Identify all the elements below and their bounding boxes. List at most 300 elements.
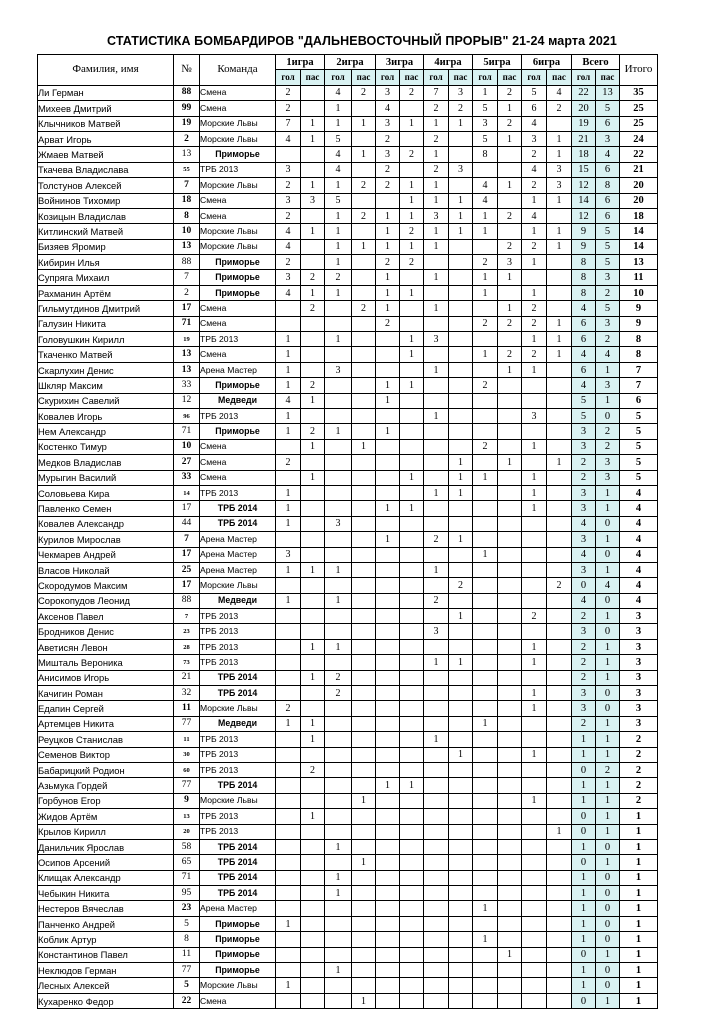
table-row [38, 208, 658, 223]
total-goals: 4 [572, 301, 596, 316]
game-goals: 3 [276, 270, 301, 285]
game-goals [424, 809, 449, 824]
game-goals: 5 [473, 101, 498, 116]
player-number: 58 [174, 839, 200, 854]
game-goals [376, 762, 400, 777]
player-name: Супряга Михаил [38, 270, 174, 285]
game-assists [352, 670, 376, 685]
game-goals: 1 [522, 224, 547, 239]
game-goals [522, 978, 547, 993]
game-assists [352, 485, 376, 500]
game-goals [522, 932, 547, 947]
game-assists [352, 162, 376, 177]
game-goals: 1 [522, 439, 547, 454]
game-goals [424, 424, 449, 439]
total-assists: 1 [596, 501, 620, 516]
game-assists [498, 562, 522, 577]
game-assists [547, 393, 572, 408]
game-assists [400, 609, 424, 624]
game-goals: 3 [325, 516, 352, 531]
game-goals: 5 [473, 131, 498, 146]
game-assists [547, 963, 572, 978]
game-assists [498, 501, 522, 516]
scorers-table [37, 54, 658, 1009]
game-goals: 1 [424, 301, 449, 316]
game-assists [400, 809, 424, 824]
game-goals [473, 670, 498, 685]
player-number: 19 [174, 116, 200, 131]
total-assists: 5 [596, 255, 620, 270]
game-assists [547, 547, 572, 562]
game-assists [547, 839, 572, 854]
game-goals [276, 839, 301, 854]
total-assists: 2 [596, 285, 620, 300]
game-assists: 1 [301, 470, 325, 485]
game-assists [547, 932, 572, 947]
player-name: Семенов Виктор [38, 747, 174, 762]
game-assists [547, 501, 572, 516]
itogo-points: 2 [620, 762, 658, 777]
game-goals: 1 [522, 701, 547, 716]
game-goals: 4 [276, 131, 301, 146]
game-assists [498, 732, 522, 747]
player-number: 23 [174, 624, 200, 639]
game-assists [400, 485, 424, 500]
total-assists: 13 [596, 85, 620, 100]
player-number: 2 [174, 285, 200, 300]
game-goals: 1 [325, 839, 352, 854]
player-number: 7 [174, 609, 200, 624]
total-goals: 4 [572, 347, 596, 362]
game-assists [301, 547, 325, 562]
game-assists [547, 778, 572, 793]
player-team: Смена [200, 208, 276, 223]
player-team: Смена [200, 470, 276, 485]
game-assists [547, 701, 572, 716]
game-goals [473, 855, 498, 870]
game-goals: 3 [376, 85, 400, 100]
player-name: Ковалев Игорь [38, 408, 174, 423]
itogo-points: 2 [620, 747, 658, 762]
game-goals: 3 [325, 362, 352, 377]
game-assists [498, 993, 522, 1008]
player-name: Михеев Дмитрий [38, 101, 174, 116]
player-name: Войнинов Тихомир [38, 193, 174, 208]
game-assists [498, 424, 522, 439]
total-assists: 6 [596, 116, 620, 131]
player-number: 20 [174, 824, 200, 839]
game-goals [473, 501, 498, 516]
game-assists [400, 901, 424, 916]
table-row [38, 855, 658, 870]
table-row [38, 301, 658, 316]
game-assists [400, 793, 424, 808]
game-goals [522, 916, 547, 931]
total-assists: 0 [596, 916, 620, 931]
game-goals: 1 [325, 101, 352, 116]
subheader-assist: пас [352, 70, 376, 85]
game-goals: 1 [276, 501, 301, 516]
game-goals [325, 347, 352, 362]
game-goals [424, 947, 449, 962]
game-assists: 2 [547, 101, 572, 116]
game-goals [276, 886, 301, 901]
table-row [38, 332, 658, 347]
player-team: ТРБ 2013 [200, 824, 276, 839]
game-assists [498, 793, 522, 808]
subheader-assist: пас [547, 70, 572, 85]
game-assists: 1 [547, 193, 572, 208]
itogo-points: 8 [620, 332, 658, 347]
table-row [38, 963, 658, 978]
game-goals [424, 393, 449, 408]
game-goals [325, 655, 352, 670]
game-goals: 1 [276, 978, 301, 993]
game-goals [424, 978, 449, 993]
game-goals [276, 670, 301, 685]
player-team: ТРБ 2014 [200, 870, 276, 885]
game-goals [325, 732, 352, 747]
table-row [38, 547, 658, 562]
player-name: Ткаченко Матвей [38, 347, 174, 362]
game-goals: 4 [473, 178, 498, 193]
total-goals: 0 [572, 824, 596, 839]
game-assists: 1 [352, 793, 376, 808]
table-row [38, 732, 658, 747]
itogo-points: 2 [620, 793, 658, 808]
game-assists [400, 639, 424, 654]
player-number: 10 [174, 224, 200, 239]
game-assists [498, 716, 522, 731]
player-team: Приморье [200, 916, 276, 931]
total-goals: 19 [572, 116, 596, 131]
game-assists [400, 870, 424, 885]
game-goals [424, 886, 449, 901]
game-goals: 4 [325, 162, 352, 177]
game-goals [376, 593, 400, 608]
player-name: Соловьева Кира [38, 485, 174, 500]
itogo-points: 4 [620, 516, 658, 531]
table-row [38, 239, 658, 254]
game-goals [473, 993, 498, 1008]
total-assists: 5 [596, 301, 620, 316]
table-row [38, 362, 658, 377]
table-row [38, 316, 658, 331]
game-goals: 2 [376, 178, 400, 193]
total-assists: 1 [596, 716, 620, 731]
game-assists [449, 901, 473, 916]
game-assists [449, 393, 473, 408]
game-assists: 1 [449, 532, 473, 547]
total-assists: 2 [596, 762, 620, 777]
game-goals [325, 916, 352, 931]
player-number: 27 [174, 455, 200, 470]
total-goals: 1 [572, 793, 596, 808]
game-assists [498, 824, 522, 839]
game-goals: 1 [376, 208, 400, 223]
game-goals: 3 [424, 624, 449, 639]
game-assists: 1 [400, 116, 424, 131]
game-assists [498, 747, 522, 762]
header-name: Фамилия, имя [38, 55, 174, 86]
game-assists [301, 901, 325, 916]
table-row [38, 455, 658, 470]
table-row [38, 655, 658, 670]
table-row [38, 901, 658, 916]
game-assists [498, 609, 522, 624]
game-assists [547, 670, 572, 685]
game-assists [352, 516, 376, 531]
table-body [38, 85, 658, 1008]
game-goals: 2 [424, 131, 449, 146]
game-assists: 1 [547, 224, 572, 239]
player-name: Нестеров Вячеслав [38, 901, 174, 916]
game-goals [473, 839, 498, 854]
game-assists [352, 224, 376, 239]
player-number: 19 [174, 332, 200, 347]
player-name: Едапин Сергей [38, 701, 174, 716]
game-goals: 1 [325, 116, 352, 131]
game-assists: 1 [352, 116, 376, 131]
header-team: Команда [200, 55, 276, 86]
player-team: ТРБ 2013 [200, 762, 276, 777]
player-name: Арват Игорь [38, 131, 174, 146]
player-number: 55 [174, 162, 200, 177]
game-assists [301, 578, 325, 593]
game-assists [400, 393, 424, 408]
total-assists: 6 [596, 162, 620, 177]
table-row [38, 393, 658, 408]
itogo-points: 3 [620, 624, 658, 639]
player-name: Анисимов Игорь [38, 670, 174, 685]
game-assists [547, 993, 572, 1008]
total-assists: 0 [596, 870, 620, 885]
game-goals: 1 [376, 285, 400, 300]
itogo-points: 4 [620, 562, 658, 577]
itogo-points: 6 [620, 393, 658, 408]
game-assists: 1 [400, 285, 424, 300]
total-assists: 1 [596, 747, 620, 762]
game-assists: 3 [449, 162, 473, 177]
player-team: Смена [200, 193, 276, 208]
player-name: Гильмутдинов Дмитрий [38, 301, 174, 316]
game-goals [473, 886, 498, 901]
game-assists: 1 [301, 224, 325, 239]
game-assists: 2 [400, 85, 424, 100]
game-assists: 1 [547, 147, 572, 162]
game-goals [522, 886, 547, 901]
game-goals [473, 778, 498, 793]
game-goals [376, 439, 400, 454]
game-assists [498, 839, 522, 854]
game-assists [352, 762, 376, 777]
total-assists: 0 [596, 839, 620, 854]
game-assists [301, 255, 325, 270]
game-goals [424, 839, 449, 854]
game-assists [498, 978, 522, 993]
player-team: ТРБ 2013 [200, 732, 276, 747]
table-row [38, 408, 658, 423]
player-number: 17 [174, 578, 200, 593]
game-goals: 1 [325, 255, 352, 270]
itogo-points: 1 [620, 839, 658, 854]
table-row [38, 747, 658, 762]
table-row [38, 470, 658, 485]
player-name: Мурыгин Василий [38, 470, 174, 485]
game-assists: 1 [400, 778, 424, 793]
game-assists [547, 470, 572, 485]
player-name: Коблик Артур [38, 932, 174, 947]
player-name: Скурихин Савелий [38, 393, 174, 408]
game-goals: 2 [522, 147, 547, 162]
player-name: Аветисян Левон [38, 639, 174, 654]
total-assists: 5 [596, 101, 620, 116]
game-goals [522, 593, 547, 608]
total-assists: 1 [596, 393, 620, 408]
total-goals: 1 [572, 778, 596, 793]
game-goals [325, 947, 352, 962]
game-assists [449, 147, 473, 162]
game-goals: 1 [473, 208, 498, 223]
game-assists [449, 839, 473, 854]
player-number: 11 [174, 732, 200, 747]
player-number: 7 [174, 532, 200, 547]
game-assists [449, 255, 473, 270]
player-team: Арена Мастер [200, 532, 276, 547]
table-row [38, 147, 658, 162]
total-assists: 1 [596, 993, 620, 1008]
total-assists: 3 [596, 270, 620, 285]
game-goals: 1 [325, 593, 352, 608]
game-assists [400, 670, 424, 685]
game-assists [400, 886, 424, 901]
game-goals: 1 [522, 485, 547, 500]
game-goals [522, 963, 547, 978]
game-goals [424, 870, 449, 885]
game-assists [498, 162, 522, 177]
total-goals: 1 [572, 747, 596, 762]
game-goals [376, 901, 400, 916]
game-goals [276, 947, 301, 962]
total-goals: 0 [572, 855, 596, 870]
game-assists [449, 178, 473, 193]
player-team: ТРБ 2013 [200, 624, 276, 639]
player-number: 13 [174, 362, 200, 377]
game-goals [522, 270, 547, 285]
game-assists [352, 593, 376, 608]
game-goals: 1 [424, 147, 449, 162]
game-goals: 1 [473, 347, 498, 362]
player-name: Козицын Владислав [38, 208, 174, 223]
table-row [38, 778, 658, 793]
game-goals: 1 [276, 593, 301, 608]
player-number: 32 [174, 686, 200, 701]
game-assists: 1 [449, 208, 473, 223]
player-name: Скородумов Максим [38, 578, 174, 593]
itogo-points: 7 [620, 362, 658, 377]
player-team: Морские Львы [200, 793, 276, 808]
game-assists [400, 301, 424, 316]
subheader-assist: пас [498, 70, 522, 85]
player-name: Качигин Роман [38, 686, 174, 701]
player-number: 17 [174, 301, 200, 316]
player-number: 60 [174, 762, 200, 777]
game-assists [449, 978, 473, 993]
player-number: 9 [174, 793, 200, 808]
game-goals [473, 485, 498, 500]
game-goals [325, 793, 352, 808]
total-assists: 1 [596, 670, 620, 685]
player-name: Кухаренко Федор [38, 993, 174, 1008]
game-goals [376, 470, 400, 485]
game-goals: 1 [522, 193, 547, 208]
game-assists [400, 455, 424, 470]
player-team: Смена [200, 455, 276, 470]
game-goals [522, 562, 547, 577]
game-assists [547, 270, 572, 285]
game-assists: 1 [352, 239, 376, 254]
itogo-points: 1 [620, 947, 658, 962]
game-assists [400, 686, 424, 701]
player-team: ТРБ 2014 [200, 686, 276, 701]
player-team: Смена [200, 316, 276, 331]
game-goals [276, 809, 301, 824]
table-row [38, 424, 658, 439]
total-goals: 1 [572, 916, 596, 931]
player-team: ТРБ 2013 [200, 485, 276, 500]
game-assists [547, 562, 572, 577]
game-goals [424, 378, 449, 393]
game-goals [276, 870, 301, 885]
game-goals [473, 162, 498, 177]
game-goals [473, 609, 498, 624]
player-name: Аксенов Павел [38, 609, 174, 624]
game-goals [473, 732, 498, 747]
total-assists: 8 [596, 178, 620, 193]
game-assists [400, 424, 424, 439]
game-assists [400, 947, 424, 962]
game-goals [376, 485, 400, 500]
game-assists [498, 516, 522, 531]
game-goals: 1 [522, 362, 547, 377]
total-assists: 1 [596, 562, 620, 577]
total-goals: 1 [572, 963, 596, 978]
game-goals: 7 [424, 85, 449, 100]
game-assists [301, 839, 325, 854]
subheader-assist: пас [301, 70, 325, 85]
player-team: Смена [200, 993, 276, 1008]
total-goals: 1 [572, 901, 596, 916]
player-team: Морские Львы [200, 224, 276, 239]
game-assists [449, 809, 473, 824]
game-goals [325, 578, 352, 593]
game-assists [547, 747, 572, 762]
game-goals [376, 332, 400, 347]
player-team: ТРБ 2013 [200, 609, 276, 624]
itogo-points: 25 [620, 101, 658, 116]
player-name: Головушкин Кирилл [38, 332, 174, 347]
game-assists [449, 732, 473, 747]
game-goals: 3 [276, 162, 301, 177]
game-goals: 1 [473, 932, 498, 947]
game-goals: 1 [424, 224, 449, 239]
game-assists: 1 [498, 362, 522, 377]
game-assists [301, 855, 325, 870]
game-assists [301, 162, 325, 177]
game-goals [376, 655, 400, 670]
game-goals [376, 701, 400, 716]
total-goals: 2 [572, 455, 596, 470]
